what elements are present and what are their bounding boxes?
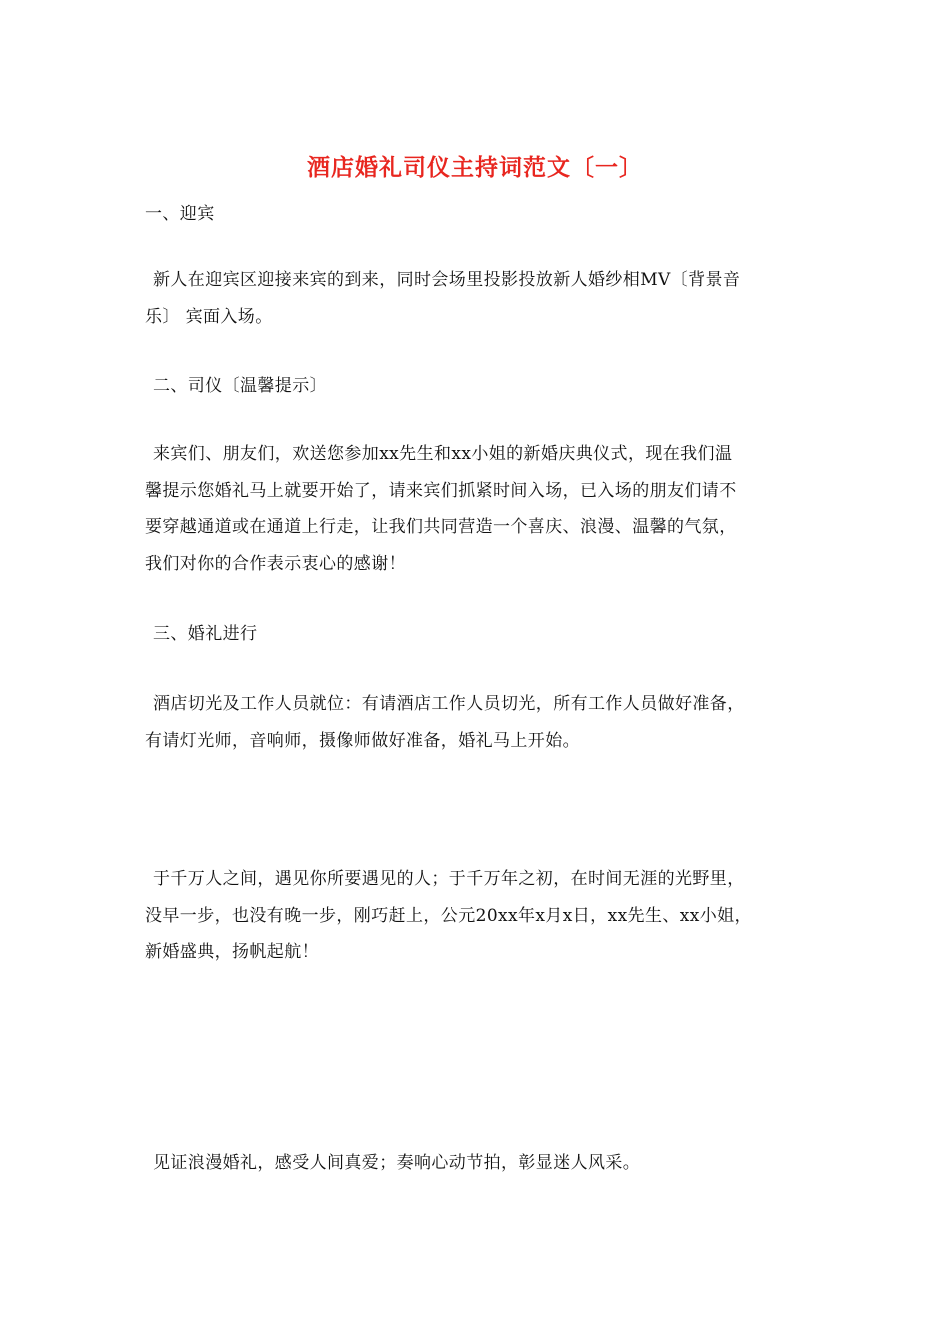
- paragraph-line: 于千万人之间，遇见你所要遇见的人；于千万年之初，在时间无涯的光野里，: [153, 869, 745, 889]
- paragraph-opening-words: [145, 861, 825, 971]
- paragraph-welcome: [145, 262, 825, 335]
- paragraph-line: 馨提示您婚礼马上就要开始了，请来宾们抓紧时间入场，已入场的朋友们请不: [145, 480, 737, 501]
- paragraph-line: 新婚盛典，扬帆起航！: [145, 942, 319, 962]
- paragraph-line: 要穿越通道或在通道上行走，让我们共同营造一个喜庆、浪漫、温馨的气氛，: [145, 517, 737, 537]
- paragraph-line: 酒店切光及工作人员就位：有请酒店工作人员切光，所有工作人员做好准备，: [153, 694, 745, 714]
- heading-text: 三、婚礼进行: [153, 624, 258, 644]
- paragraph-line: 我们对你的合作表示衷心的感谢！: [145, 553, 406, 574]
- section-heading-welcome: [145, 196, 825, 233]
- paragraph-line: 新人在迎宾区迎接来宾的到来，同时会场里投影投放新人婚纱相MV〔背景音: [153, 270, 741, 290]
- paragraph-line: 乐〕 宾面入场。: [145, 306, 273, 327]
- paragraph-line: 有请灯光师，音响师，摄像师做好准备，婚礼马上开始。: [145, 730, 580, 751]
- paragraph-host-reminder: [145, 436, 825, 582]
- paragraph-lighting: [145, 686, 825, 759]
- paragraph-line: 见证浪漫婚礼，感受人间真爱；奏响心动节拍，彰显迷人风采。: [153, 1153, 641, 1173]
- section-heading-host-reminder: [145, 368, 825, 405]
- paragraph-line: 来宾们、朋友们，欢送您参加xx先生和xx小姐的新婚庆典仪式，现在我们温: [153, 444, 733, 464]
- section-heading-ceremony: [145, 616, 825, 653]
- heading-text: 二、司仪〔温馨提示〕: [153, 376, 327, 396]
- heading-text: 一、迎宾: [145, 204, 215, 224]
- document-title: 酒店婚礼司仪主持词范文〔一〕: [307, 154, 643, 181]
- paragraph-witness: [145, 1145, 825, 1182]
- paragraph-line: 没早一步，也没有晚一步，刚巧赶上，公元20xx年x月x日，xx先生、xx小姐，: [145, 905, 752, 926]
